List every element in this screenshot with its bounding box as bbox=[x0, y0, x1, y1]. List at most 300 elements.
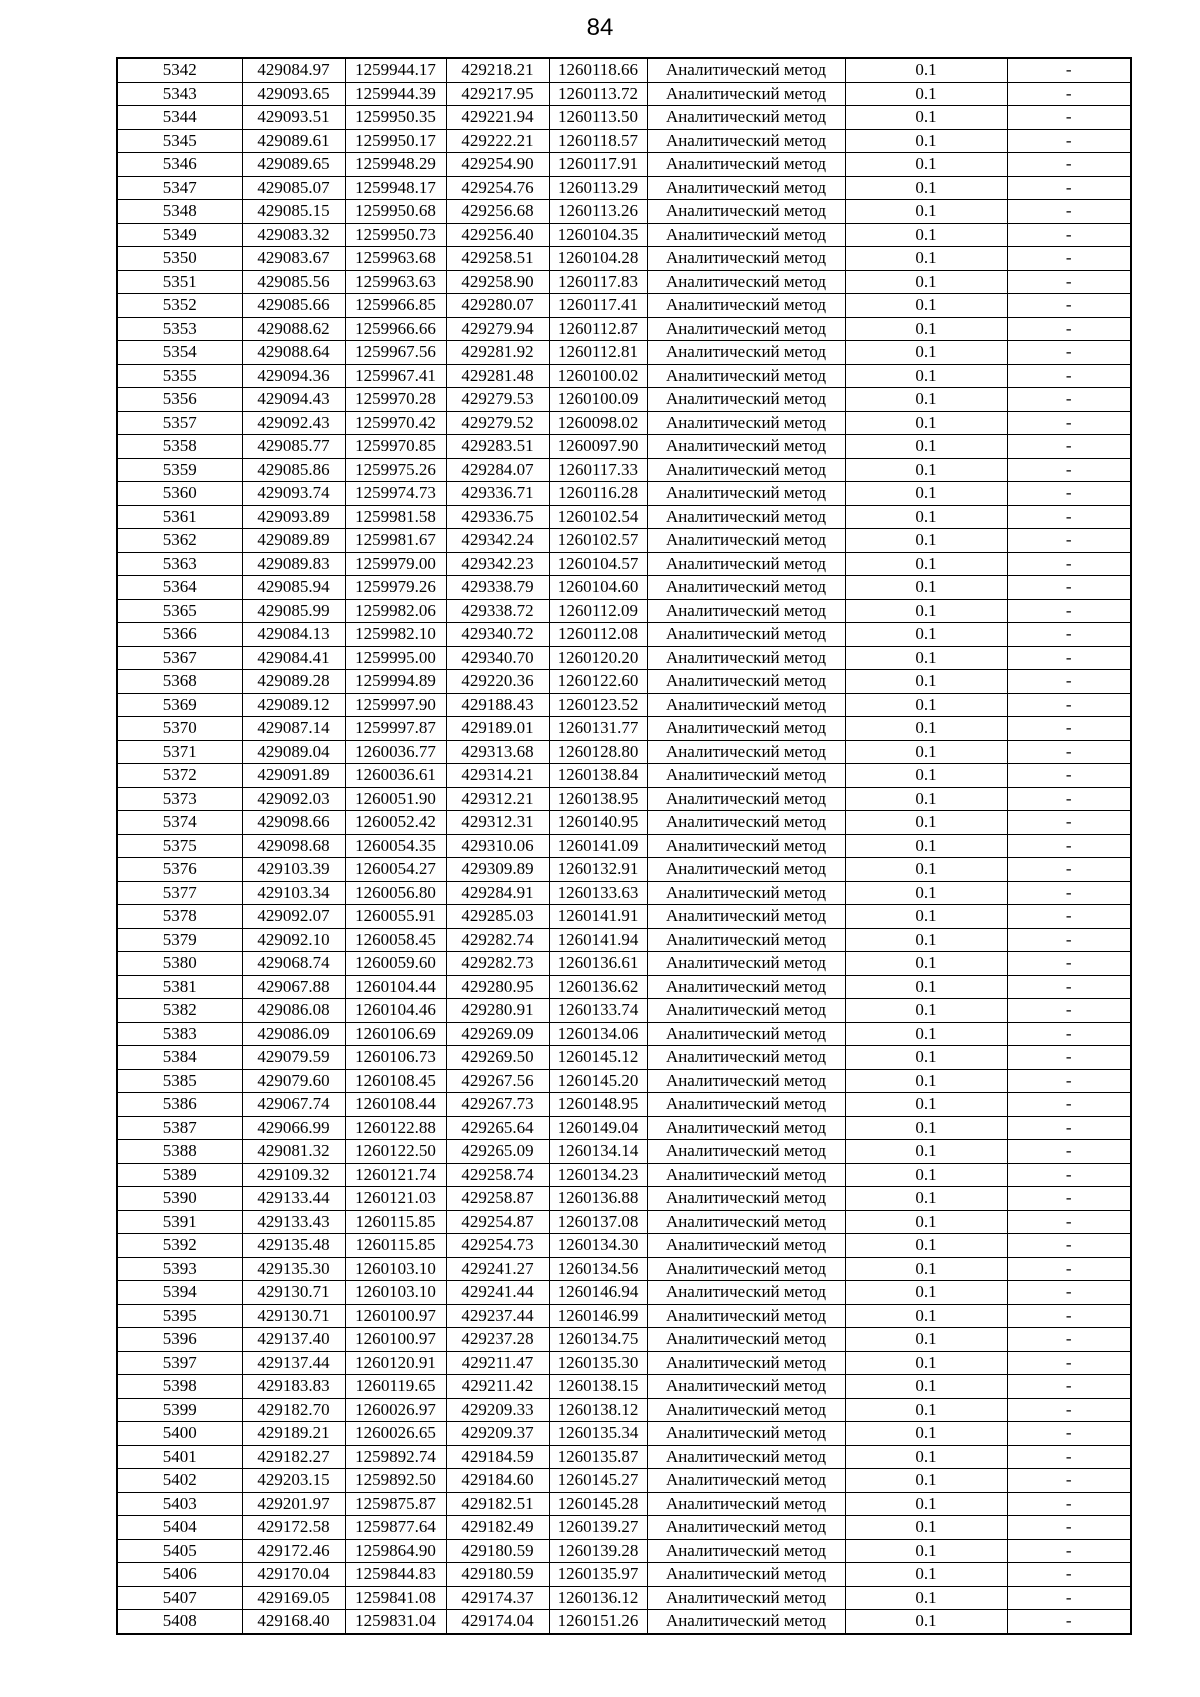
method-cell: Аналитический метод bbox=[647, 1586, 845, 1610]
note-cell: - bbox=[1007, 952, 1131, 976]
x2-cell: 429241.27 bbox=[446, 1257, 549, 1281]
y2-cell: 1260138.95 bbox=[549, 787, 647, 811]
note-cell: - bbox=[1007, 82, 1131, 106]
precision-cell: 0.1 bbox=[845, 952, 1007, 976]
method-cell: Аналитический метод bbox=[647, 1469, 845, 1493]
x1-cell: 429067.88 bbox=[242, 975, 345, 999]
note-cell: - bbox=[1007, 1445, 1131, 1469]
method-cell: Аналитический метод bbox=[647, 153, 845, 177]
point-number-cell: 5345 bbox=[117, 129, 242, 153]
precision-cell: 0.1 bbox=[845, 693, 1007, 717]
method-cell: Аналитический метод bbox=[647, 388, 845, 412]
x2-cell: 429180.59 bbox=[446, 1563, 549, 1587]
note-cell: - bbox=[1007, 764, 1131, 788]
x1-cell: 429067.74 bbox=[242, 1093, 345, 1117]
x2-cell: 429284.07 bbox=[446, 458, 549, 482]
point-number-cell: 5366 bbox=[117, 623, 242, 647]
precision-cell: 0.1 bbox=[845, 1328, 1007, 1352]
point-number-cell: 5363 bbox=[117, 552, 242, 576]
x1-cell: 429085.94 bbox=[242, 576, 345, 600]
precision-cell: 0.1 bbox=[845, 58, 1007, 82]
y1-cell: 1259892.50 bbox=[345, 1469, 446, 1493]
y2-cell: 1260139.28 bbox=[549, 1539, 647, 1563]
method-cell: Аналитический метод bbox=[647, 1445, 845, 1469]
y1-cell: 1260054.27 bbox=[345, 858, 446, 882]
y2-cell: 1260151.26 bbox=[549, 1610, 647, 1634]
x1-cell: 429084.13 bbox=[242, 623, 345, 647]
precision-cell: 0.1 bbox=[845, 1492, 1007, 1516]
point-number-cell: 5408 bbox=[117, 1610, 242, 1634]
x1-cell: 429133.44 bbox=[242, 1187, 345, 1211]
method-cell: Аналитический метод bbox=[647, 881, 845, 905]
y2-cell: 1260118.66 bbox=[549, 58, 647, 82]
method-cell: Аналитический метод bbox=[647, 999, 845, 1023]
precision-cell: 0.1 bbox=[845, 787, 1007, 811]
y2-cell: 1260104.28 bbox=[549, 247, 647, 271]
y2-cell: 1260138.15 bbox=[549, 1375, 647, 1399]
precision-cell: 0.1 bbox=[845, 764, 1007, 788]
y1-cell: 1260122.50 bbox=[345, 1140, 446, 1164]
table-row bbox=[117, 693, 1131, 717]
method-cell: Аналитический метод bbox=[647, 599, 845, 623]
method-cell: Аналитический метод bbox=[647, 1281, 845, 1305]
y1-cell: 1259892.74 bbox=[345, 1445, 446, 1469]
method-cell: Аналитический метод bbox=[647, 364, 845, 388]
point-number-cell: 5383 bbox=[117, 1022, 242, 1046]
x2-cell: 429309.89 bbox=[446, 858, 549, 882]
table-row bbox=[117, 1351, 1131, 1375]
x1-cell: 429081.32 bbox=[242, 1140, 345, 1164]
table-row bbox=[117, 1422, 1131, 1446]
table-row bbox=[117, 458, 1131, 482]
point-number-cell: 5354 bbox=[117, 341, 242, 365]
x1-cell: 429079.59 bbox=[242, 1046, 345, 1070]
x1-cell: 429130.71 bbox=[242, 1281, 345, 1305]
note-cell: - bbox=[1007, 623, 1131, 647]
y2-cell: 1260145.27 bbox=[549, 1469, 647, 1493]
note-cell: - bbox=[1007, 1163, 1131, 1187]
point-number-cell: 5398 bbox=[117, 1375, 242, 1399]
precision-cell: 0.1 bbox=[845, 1610, 1007, 1634]
point-number-cell: 5396 bbox=[117, 1328, 242, 1352]
point-number-cell: 5381 bbox=[117, 975, 242, 999]
method-cell: Аналитический метод bbox=[647, 1163, 845, 1187]
x2-cell: 429258.87 bbox=[446, 1187, 549, 1211]
x2-cell: 429254.76 bbox=[446, 176, 549, 200]
precision-cell: 0.1 bbox=[845, 129, 1007, 153]
point-number-cell: 5400 bbox=[117, 1422, 242, 1446]
y2-cell: 1260139.27 bbox=[549, 1516, 647, 1540]
table-row bbox=[117, 834, 1131, 858]
y1-cell: 1259864.90 bbox=[345, 1539, 446, 1563]
x1-cell: 429092.03 bbox=[242, 787, 345, 811]
method-cell: Аналитический метод bbox=[647, 458, 845, 482]
precision-cell: 0.1 bbox=[845, 1445, 1007, 1469]
point-number-cell: 5358 bbox=[117, 435, 242, 459]
table-row bbox=[117, 341, 1131, 365]
y2-cell: 1260137.08 bbox=[549, 1210, 647, 1234]
x2-cell: 429174.04 bbox=[446, 1610, 549, 1634]
precision-cell: 0.1 bbox=[845, 223, 1007, 247]
x1-cell: 429085.66 bbox=[242, 294, 345, 318]
method-cell: Аналитический метод bbox=[647, 905, 845, 929]
x2-cell: 429313.68 bbox=[446, 740, 549, 764]
precision-cell: 0.1 bbox=[845, 1116, 1007, 1140]
method-cell: Аналитический метод bbox=[647, 693, 845, 717]
x1-cell: 429093.74 bbox=[242, 482, 345, 506]
y1-cell: 1260115.85 bbox=[345, 1234, 446, 1258]
note-cell: - bbox=[1007, 1469, 1131, 1493]
y2-cell: 1260104.35 bbox=[549, 223, 647, 247]
y1-cell: 1259944.39 bbox=[345, 82, 446, 106]
x2-cell: 429184.60 bbox=[446, 1469, 549, 1493]
point-number-cell: 5394 bbox=[117, 1281, 242, 1305]
x2-cell: 429285.03 bbox=[446, 905, 549, 929]
x1-cell: 429089.65 bbox=[242, 153, 345, 177]
y1-cell: 1260103.10 bbox=[345, 1281, 446, 1305]
table-row bbox=[117, 153, 1131, 177]
y2-cell: 1260097.90 bbox=[549, 435, 647, 459]
x2-cell: 429254.90 bbox=[446, 153, 549, 177]
method-cell: Аналитический метод bbox=[647, 576, 845, 600]
y1-cell: 1259979.00 bbox=[345, 552, 446, 576]
precision-cell: 0.1 bbox=[845, 999, 1007, 1023]
x2-cell: 429282.74 bbox=[446, 928, 549, 952]
x1-cell: 429085.86 bbox=[242, 458, 345, 482]
y1-cell: 1260055.91 bbox=[345, 905, 446, 929]
precision-cell: 0.1 bbox=[845, 200, 1007, 224]
method-cell: Аналитический метод bbox=[647, 223, 845, 247]
y1-cell: 1260052.42 bbox=[345, 811, 446, 835]
point-number-cell: 5359 bbox=[117, 458, 242, 482]
x1-cell: 429130.71 bbox=[242, 1304, 345, 1328]
precision-cell: 0.1 bbox=[845, 1140, 1007, 1164]
y2-cell: 1260117.33 bbox=[549, 458, 647, 482]
table-row bbox=[117, 317, 1131, 341]
method-cell: Аналитический метод bbox=[647, 646, 845, 670]
point-number-cell: 5388 bbox=[117, 1140, 242, 1164]
y2-cell: 1260146.99 bbox=[549, 1304, 647, 1328]
y1-cell: 1259975.26 bbox=[345, 458, 446, 482]
y2-cell: 1260102.54 bbox=[549, 505, 647, 529]
point-number-cell: 5406 bbox=[117, 1563, 242, 1587]
precision-cell: 0.1 bbox=[845, 341, 1007, 365]
x2-cell: 429209.37 bbox=[446, 1422, 549, 1446]
precision-cell: 0.1 bbox=[845, 82, 1007, 106]
y2-cell: 1260135.87 bbox=[549, 1445, 647, 1469]
method-cell: Аналитический метод bbox=[647, 1210, 845, 1234]
point-number-cell: 5371 bbox=[117, 740, 242, 764]
point-number-cell: 5386 bbox=[117, 1093, 242, 1117]
x1-cell: 429170.04 bbox=[242, 1563, 345, 1587]
x2-cell: 429342.24 bbox=[446, 529, 549, 553]
table-row bbox=[117, 223, 1131, 247]
note-cell: - bbox=[1007, 505, 1131, 529]
precision-cell: 0.1 bbox=[845, 153, 1007, 177]
y1-cell: 1259966.66 bbox=[345, 317, 446, 341]
x1-cell: 429098.66 bbox=[242, 811, 345, 835]
point-number-cell: 5405 bbox=[117, 1539, 242, 1563]
x2-cell: 429211.47 bbox=[446, 1351, 549, 1375]
x1-cell: 429093.89 bbox=[242, 505, 345, 529]
precision-cell: 0.1 bbox=[845, 1187, 1007, 1211]
precision-cell: 0.1 bbox=[845, 482, 1007, 506]
note-cell: - bbox=[1007, 999, 1131, 1023]
y2-cell: 1260141.94 bbox=[549, 928, 647, 952]
point-number-cell: 5380 bbox=[117, 952, 242, 976]
point-number-cell: 5360 bbox=[117, 482, 242, 506]
y1-cell: 1260051.90 bbox=[345, 787, 446, 811]
table-row bbox=[117, 482, 1131, 506]
note-cell: - bbox=[1007, 1046, 1131, 1070]
x2-cell: 429280.95 bbox=[446, 975, 549, 999]
note-cell: - bbox=[1007, 1516, 1131, 1540]
x1-cell: 429089.83 bbox=[242, 552, 345, 576]
precision-cell: 0.1 bbox=[845, 1093, 1007, 1117]
y2-cell: 1260113.72 bbox=[549, 82, 647, 106]
table-row bbox=[117, 1445, 1131, 1469]
point-number-cell: 5378 bbox=[117, 905, 242, 929]
x2-cell: 429284.91 bbox=[446, 881, 549, 905]
y2-cell: 1260134.14 bbox=[549, 1140, 647, 1164]
x1-cell: 429092.10 bbox=[242, 928, 345, 952]
table-row bbox=[117, 975, 1131, 999]
x2-cell: 429218.21 bbox=[446, 58, 549, 82]
y2-cell: 1260145.28 bbox=[549, 1492, 647, 1516]
method-cell: Аналитический метод bbox=[647, 1140, 845, 1164]
point-number-cell: 5391 bbox=[117, 1210, 242, 1234]
point-number-cell: 5353 bbox=[117, 317, 242, 341]
x2-cell: 429336.71 bbox=[446, 482, 549, 506]
x1-cell: 429085.15 bbox=[242, 200, 345, 224]
x1-cell: 429079.60 bbox=[242, 1069, 345, 1093]
x2-cell: 429310.06 bbox=[446, 834, 549, 858]
point-number-cell: 5376 bbox=[117, 858, 242, 882]
y1-cell: 1260100.97 bbox=[345, 1304, 446, 1328]
x2-cell: 429336.75 bbox=[446, 505, 549, 529]
table-row bbox=[117, 881, 1131, 905]
x1-cell: 429085.77 bbox=[242, 435, 345, 459]
method-cell: Аналитический метод bbox=[647, 670, 845, 694]
x1-cell: 429089.12 bbox=[242, 693, 345, 717]
y2-cell: 1260116.28 bbox=[549, 482, 647, 506]
note-cell: - bbox=[1007, 1351, 1131, 1375]
point-number-cell: 5352 bbox=[117, 294, 242, 318]
coordinates-table bbox=[116, 57, 1132, 1635]
table-row bbox=[117, 1328, 1131, 1352]
x2-cell: 429256.40 bbox=[446, 223, 549, 247]
note-cell: - bbox=[1007, 787, 1131, 811]
table-row bbox=[117, 1140, 1131, 1164]
method-cell: Аналитический метод bbox=[647, 1116, 845, 1140]
x1-cell: 429172.58 bbox=[242, 1516, 345, 1540]
precision-cell: 0.1 bbox=[845, 740, 1007, 764]
x2-cell: 429342.23 bbox=[446, 552, 549, 576]
y1-cell: 1259997.87 bbox=[345, 717, 446, 741]
x2-cell: 429222.21 bbox=[446, 129, 549, 153]
y1-cell: 1259982.10 bbox=[345, 623, 446, 647]
note-cell: - bbox=[1007, 129, 1131, 153]
method-cell: Аналитический метод bbox=[647, 1022, 845, 1046]
point-number-cell: 5373 bbox=[117, 787, 242, 811]
table-row bbox=[117, 1234, 1131, 1258]
x2-cell: 429237.44 bbox=[446, 1304, 549, 1328]
note-cell: - bbox=[1007, 1398, 1131, 1422]
precision-cell: 0.1 bbox=[845, 388, 1007, 412]
point-number-cell: 5401 bbox=[117, 1445, 242, 1469]
table-row bbox=[117, 1539, 1131, 1563]
point-number-cell: 5404 bbox=[117, 1516, 242, 1540]
point-number-cell: 5362 bbox=[117, 529, 242, 553]
y2-cell: 1260100.09 bbox=[549, 388, 647, 412]
precision-cell: 0.1 bbox=[845, 1422, 1007, 1446]
table-row bbox=[117, 1304, 1131, 1328]
note-cell: - bbox=[1007, 881, 1131, 905]
table-row bbox=[117, 411, 1131, 435]
table-row bbox=[117, 1210, 1131, 1234]
note-cell: - bbox=[1007, 928, 1131, 952]
point-number-cell: 5395 bbox=[117, 1304, 242, 1328]
table-row bbox=[117, 1163, 1131, 1187]
point-number-cell: 5384 bbox=[117, 1046, 242, 1070]
y2-cell: 1260146.94 bbox=[549, 1281, 647, 1305]
table-row bbox=[117, 1516, 1131, 1540]
note-cell: - bbox=[1007, 1422, 1131, 1446]
method-cell: Аналитический метод bbox=[647, 740, 845, 764]
x1-cell: 429168.40 bbox=[242, 1610, 345, 1634]
precision-cell: 0.1 bbox=[845, 670, 1007, 694]
x2-cell: 429217.95 bbox=[446, 82, 549, 106]
page-number: 84 bbox=[586, 14, 614, 41]
y2-cell: 1260136.12 bbox=[549, 1586, 647, 1610]
y1-cell: 1260106.69 bbox=[345, 1022, 446, 1046]
x2-cell: 429312.31 bbox=[446, 811, 549, 835]
note-cell: - bbox=[1007, 599, 1131, 623]
y2-cell: 1260112.08 bbox=[549, 623, 647, 647]
table-row bbox=[117, 1586, 1131, 1610]
method-cell: Аналитический метод bbox=[647, 717, 845, 741]
precision-cell: 0.1 bbox=[845, 435, 1007, 459]
note-cell: - bbox=[1007, 270, 1131, 294]
precision-cell: 0.1 bbox=[845, 1234, 1007, 1258]
precision-cell: 0.1 bbox=[845, 1375, 1007, 1399]
y2-cell: 1260138.12 bbox=[549, 1398, 647, 1422]
note-cell: - bbox=[1007, 1539, 1131, 1563]
note-cell: - bbox=[1007, 1563, 1131, 1587]
precision-cell: 0.1 bbox=[845, 1257, 1007, 1281]
table-row bbox=[117, 270, 1131, 294]
method-cell: Аналитический метод bbox=[647, 294, 845, 318]
table-row bbox=[117, 1046, 1131, 1070]
x2-cell: 429188.43 bbox=[446, 693, 549, 717]
method-cell: Аналитический метод bbox=[647, 1304, 845, 1328]
x1-cell: 429169.05 bbox=[242, 1586, 345, 1610]
y1-cell: 1260122.88 bbox=[345, 1116, 446, 1140]
point-number-cell: 5402 bbox=[117, 1469, 242, 1493]
note-cell: - bbox=[1007, 223, 1131, 247]
y1-cell: 1259877.64 bbox=[345, 1516, 446, 1540]
point-number-cell: 5367 bbox=[117, 646, 242, 670]
y2-cell: 1260112.09 bbox=[549, 599, 647, 623]
y1-cell: 1260106.73 bbox=[345, 1046, 446, 1070]
note-cell: - bbox=[1007, 717, 1131, 741]
method-cell: Аналитический метод bbox=[647, 129, 845, 153]
method-cell: Аналитический метод bbox=[647, 1563, 845, 1587]
x1-cell: 429093.65 bbox=[242, 82, 345, 106]
table-row bbox=[117, 1281, 1131, 1305]
method-cell: Аналитический метод bbox=[647, 1069, 845, 1093]
x1-cell: 429135.30 bbox=[242, 1257, 345, 1281]
y2-cell: 1260112.81 bbox=[549, 341, 647, 365]
y1-cell: 1259948.29 bbox=[345, 153, 446, 177]
y2-cell: 1260138.84 bbox=[549, 764, 647, 788]
method-cell: Аналитический метод bbox=[647, 1492, 845, 1516]
point-number-cell: 5372 bbox=[117, 764, 242, 788]
x1-cell: 429183.83 bbox=[242, 1375, 345, 1399]
point-number-cell: 5385 bbox=[117, 1069, 242, 1093]
x2-cell: 429340.72 bbox=[446, 623, 549, 647]
point-number-cell: 5375 bbox=[117, 834, 242, 858]
x1-cell: 429083.32 bbox=[242, 223, 345, 247]
precision-cell: 0.1 bbox=[845, 529, 1007, 553]
y1-cell: 1259967.56 bbox=[345, 341, 446, 365]
y1-cell: 1260108.44 bbox=[345, 1093, 446, 1117]
x1-cell: 429086.08 bbox=[242, 999, 345, 1023]
x2-cell: 429281.48 bbox=[446, 364, 549, 388]
x2-cell: 429220.36 bbox=[446, 670, 549, 694]
note-cell: - bbox=[1007, 1093, 1131, 1117]
y1-cell: 1259966.85 bbox=[345, 294, 446, 318]
method-cell: Аналитический метод bbox=[647, 82, 845, 106]
method-cell: Аналитический метод bbox=[647, 1093, 845, 1117]
table-row bbox=[117, 1257, 1131, 1281]
y1-cell: 1259950.17 bbox=[345, 129, 446, 153]
method-cell: Аналитический метод bbox=[647, 1375, 845, 1399]
x1-cell: 429098.68 bbox=[242, 834, 345, 858]
y2-cell: 1260113.29 bbox=[549, 176, 647, 200]
point-number-cell: 5349 bbox=[117, 223, 242, 247]
x2-cell: 429279.94 bbox=[446, 317, 549, 341]
point-number-cell: 5364 bbox=[117, 576, 242, 600]
method-cell: Аналитический метод bbox=[647, 1187, 845, 1211]
method-cell: Аналитический метод bbox=[647, 411, 845, 435]
method-cell: Аналитический метод bbox=[647, 1539, 845, 1563]
table-row bbox=[117, 670, 1131, 694]
y1-cell: 1259875.87 bbox=[345, 1492, 446, 1516]
x2-cell: 429174.37 bbox=[446, 1586, 549, 1610]
x2-cell: 429279.53 bbox=[446, 388, 549, 412]
x1-cell: 429088.64 bbox=[242, 341, 345, 365]
y1-cell: 1260121.74 bbox=[345, 1163, 446, 1187]
point-number-cell: 5350 bbox=[117, 247, 242, 271]
table-row bbox=[117, 529, 1131, 553]
note-cell: - bbox=[1007, 1281, 1131, 1305]
precision-cell: 0.1 bbox=[845, 1281, 1007, 1305]
table-row bbox=[117, 811, 1131, 835]
note-cell: - bbox=[1007, 1304, 1131, 1328]
note-cell: - bbox=[1007, 435, 1131, 459]
x1-cell: 429103.39 bbox=[242, 858, 345, 882]
method-cell: Аналитический метод bbox=[647, 176, 845, 200]
precision-cell: 0.1 bbox=[845, 1304, 1007, 1328]
x1-cell: 429182.27 bbox=[242, 1445, 345, 1469]
y1-cell: 1259981.58 bbox=[345, 505, 446, 529]
method-cell: Аналитический метод bbox=[647, 270, 845, 294]
method-cell: Аналитический метод bbox=[647, 623, 845, 647]
precision-cell: 0.1 bbox=[845, 646, 1007, 670]
precision-cell: 0.1 bbox=[845, 106, 1007, 130]
table-row bbox=[117, 717, 1131, 741]
